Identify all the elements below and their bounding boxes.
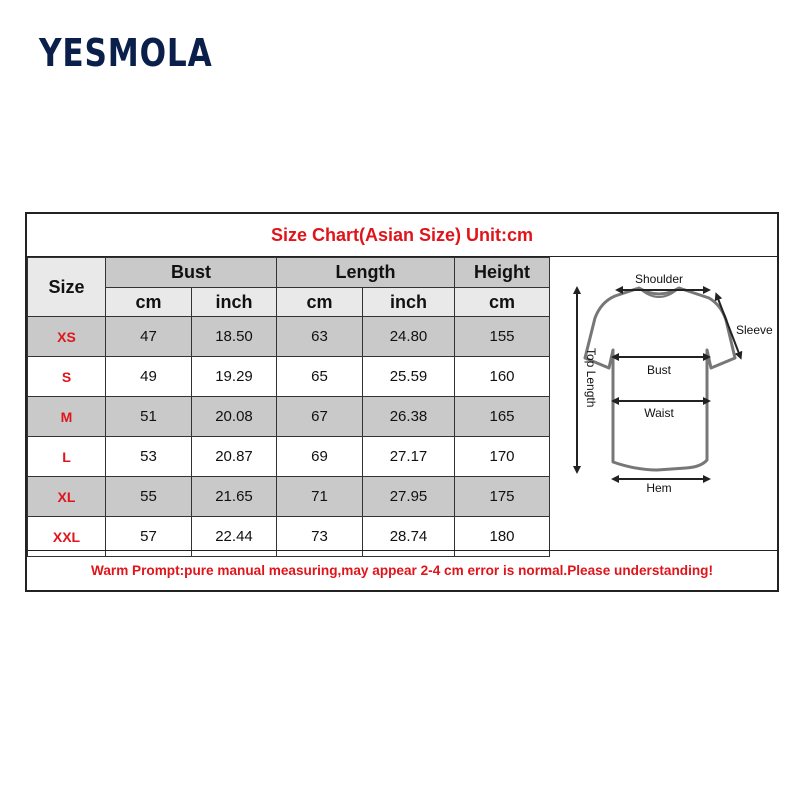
length-cm-value: 67 xyxy=(277,397,363,437)
bust-inch-value: 20.87 xyxy=(192,437,277,477)
bust-inch-value: 22.44 xyxy=(192,517,277,557)
table-row xyxy=(28,397,550,437)
bust-inch-value: 20.08 xyxy=(192,397,277,437)
size-label: XL xyxy=(28,477,106,517)
bust-inch-value: 21.65 xyxy=(192,477,277,517)
brand-logo: YESMOLA xyxy=(39,31,213,75)
bust-cm-value: 51 xyxy=(106,397,192,437)
subheader-length-cm: cm xyxy=(277,288,363,317)
length-inch-value: 27.95 xyxy=(363,477,455,517)
warning-note: Warm Prompt:pure manual measuring,may appear 2-4 cm error is normal.Please understanding! xyxy=(27,550,777,590)
height-cm-value: 170 xyxy=(455,437,550,477)
height-cm-value: 165 xyxy=(455,397,550,437)
length-cm-value: 73 xyxy=(277,517,363,557)
height-cm-value: 180 xyxy=(455,517,550,557)
header-size: Size xyxy=(28,258,106,317)
bust-cm-value: 53 xyxy=(106,437,192,477)
length-inch-value: 25.59 xyxy=(363,357,455,397)
bust-cm-value: 57 xyxy=(106,517,192,557)
height-cm-value: 175 xyxy=(455,477,550,517)
shoulder-label: Shoulder xyxy=(634,272,684,286)
bust-label: Bust xyxy=(646,363,672,377)
bust-inch-value: 18.50 xyxy=(192,317,277,357)
tshirt-icon xyxy=(585,288,735,470)
length-cm-value: 65 xyxy=(277,357,363,397)
subheader-bust-inch: inch xyxy=(192,288,277,317)
length-inch-value: 26.38 xyxy=(363,397,455,437)
length-cm-value: 69 xyxy=(277,437,363,477)
length-inch-value: 24.80 xyxy=(363,317,455,357)
size-label: L xyxy=(28,437,106,477)
length-inch-value: 27.17 xyxy=(363,437,455,477)
chart-title: Size Chart(Asian Size) Unit:cm xyxy=(27,214,777,257)
length-inch-value: 28.74 xyxy=(363,517,455,557)
bust-inch-value: 19.29 xyxy=(192,357,277,397)
height-cm-value: 160 xyxy=(455,357,550,397)
tshirt-measurement-diagram xyxy=(551,260,777,550)
bust-cm-value: 49 xyxy=(106,357,192,397)
waist-label: Waist xyxy=(644,406,674,420)
table-row xyxy=(28,477,550,517)
table-row xyxy=(28,437,550,477)
sleeve-label: Sleeve xyxy=(736,323,773,337)
header-bust: Bust xyxy=(106,258,277,288)
size-label: M xyxy=(28,397,106,437)
size-label: XS xyxy=(28,317,106,357)
hem-label: Hem xyxy=(646,481,672,495)
size-table xyxy=(27,257,550,557)
size-chart xyxy=(25,212,779,592)
table-row xyxy=(28,357,550,397)
subheader-height-cm: cm xyxy=(455,288,550,317)
length-cm-value: 71 xyxy=(277,477,363,517)
table-row xyxy=(28,317,550,357)
length-cm-value: 63 xyxy=(277,317,363,357)
header-height: Height xyxy=(455,258,550,288)
height-cm-value: 155 xyxy=(455,317,550,357)
header-length: Length xyxy=(277,258,455,288)
size-label: S xyxy=(28,357,106,397)
top-length-label: Top Length xyxy=(584,348,598,408)
bust-cm-value: 55 xyxy=(106,477,192,517)
size-label: XXL xyxy=(28,517,106,557)
subheader-bust-cm: cm xyxy=(106,288,192,317)
bust-cm-value: 47 xyxy=(106,317,192,357)
subheader-length-inch: inch xyxy=(363,288,455,317)
